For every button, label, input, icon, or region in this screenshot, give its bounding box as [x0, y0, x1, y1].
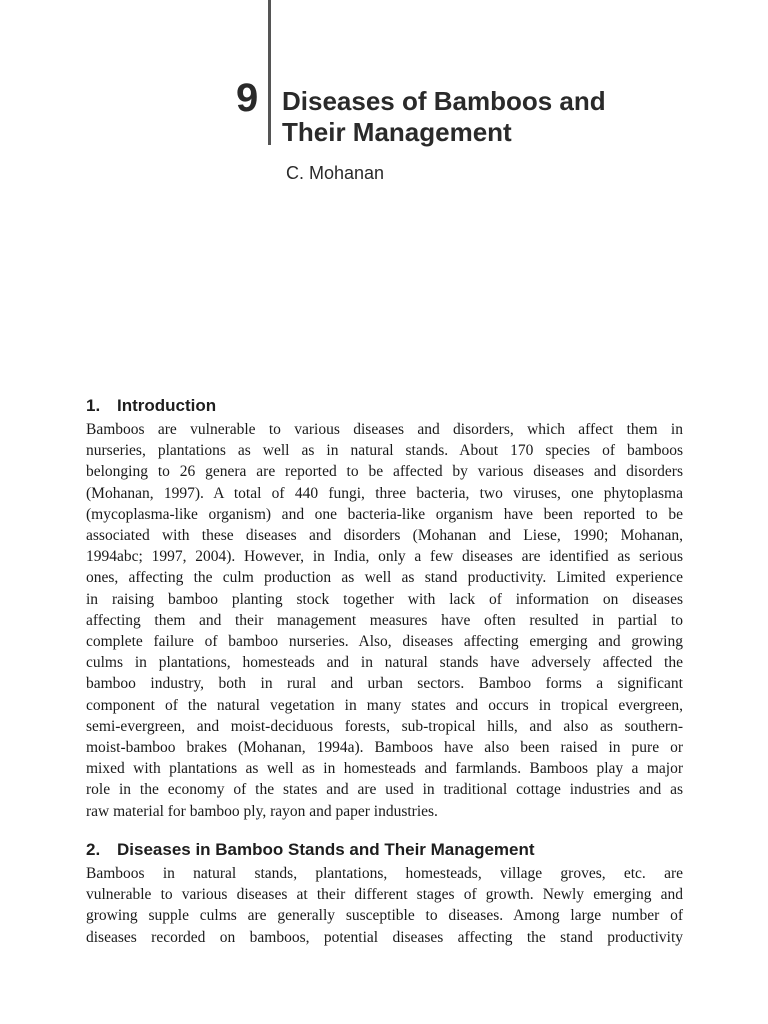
section-number: 2. [86, 840, 101, 859]
paragraph-line: ones, affecting the culm production as well as stand productivity. Limited experience [86, 569, 683, 587]
paragraph-line: mixed with plantations as well as in homesteads and farmlands. Bamboos play a major [86, 760, 683, 778]
paragraph-line: Bamboos are vulnerable to various diseases and disorders, which affect them in [86, 421, 683, 438]
chapter-title-line-2: Their Management [282, 117, 512, 147]
paragraph-line: complete failure of bamboo nurseries. Also, diseases affecting emerging and growing [86, 633, 683, 651]
section-heading-diseases-in-stands [86, 840, 686, 860]
paragraph-line: associated with these diseases and disorders (Mohanan and Liese, 1990; Mohanan, [86, 527, 683, 545]
paragraph-line: Bamboos in natural stands, plantations, homesteads, village groves, etc. are [86, 865, 683, 882]
section-heading-introduction [86, 396, 686, 416]
diseases-stands-paragraph [86, 863, 683, 948]
chapter-title [282, 86, 722, 148]
paragraph-line: culms in plantations, homesteads and in natural stands have adversely affected the [86, 654, 683, 672]
section-title: Diseases in Bamboo Stands and Their Management [117, 840, 535, 859]
paragraph-line: semi-evergreen, and moist-deciduous forests, sub-tropical hills, and also as southern- [86, 717, 683, 735]
author-name: C. Mohanan [286, 163, 385, 183]
section-title: Introduction [117, 396, 217, 415]
paragraph-line: in raising bamboo planting stock together with lack of information on diseases [86, 590, 683, 608]
paragraph-line: nurseries, plantations as well as in natural stands. About 170 species of bamboos [86, 442, 683, 460]
introduction-paragraph [86, 419, 683, 822]
section-number: 1. [86, 396, 101, 415]
paragraph-line: component of the natural vegetation in many states and occurs in tropical evergreen, [86, 696, 683, 714]
paragraph-line: belonging to 26 genera are reported to be affected by various diseases and disorders [86, 463, 683, 481]
paragraph-line: 1994abc; 1997, 2004). However, in India, only a few diseases are identified as serious [86, 548, 683, 566]
chapter-title-line-1: Diseases of Bamboos and [282, 86, 606, 116]
paragraph-line: growing supple culms are generally susceptible to diseases. Among large number of [86, 907, 683, 925]
paragraph-line: (Mohanan, 1997). A total of 440 fungi, three bacteria, two viruses, one phytoplasma [86, 484, 683, 502]
paragraph-line: affecting them and their management measures have often resulted in partial to [86, 611, 683, 629]
paragraph-line: role in the economy of the states and are used in traditional cottage industries and as [86, 781, 683, 799]
paragraph-line: moist-bamboo brakes (Mohanan, 1994a). Bamboos have also been raised in pure or [86, 739, 683, 757]
paragraph-line: raw material for bamboo ply, rayon and paper industries. [86, 802, 438, 820]
chapter-divider-rule [268, 0, 271, 145]
chapter-number: 9 [236, 76, 259, 120]
paragraph-line: (mycoplasma-like organism) and one bacteria-like organism have been reported to be [86, 505, 683, 523]
paragraph-line: bamboo industry, both in rural and urban sectors. Bamboo forms a significant [86, 675, 683, 693]
paragraph-line: vulnerable to various diseases at their different stages of growth. Newly emerging and [86, 886, 683, 904]
paragraph-line: diseases recorded on bamboos, potential diseases affecting the stand productivity [86, 928, 683, 946]
